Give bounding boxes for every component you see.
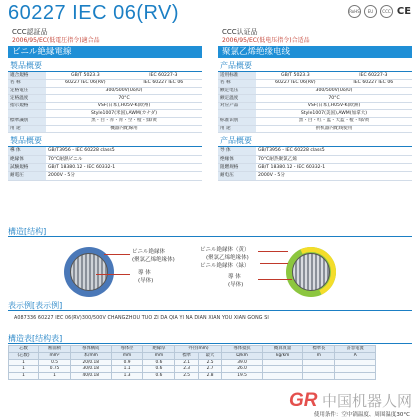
table-row <box>9 373 376 380</box>
table-cell: 絶縁体 <box>8 155 46 163</box>
table-cell: 0.5 <box>39 359 71 366</box>
table-cell: 絶縁厚 <box>143 346 175 353</box>
table-cell: 外径(mm) <box>175 346 222 353</box>
table-cell: 70°C <box>46 95 202 103</box>
spec-heading: 产品概要 <box>218 136 412 147</box>
table-row <box>218 172 412 180</box>
table-cell: 导 体 <box>218 147 256 155</box>
divider <box>8 343 412 344</box>
table-cell: m <box>303 352 335 359</box>
table-cell: 導体構成 <box>70 346 111 353</box>
table-cell: 1.3 <box>111 373 143 380</box>
table-cell: 標準 <box>175 352 198 359</box>
table-cell: 指示規格 <box>8 102 46 110</box>
table-cell: GB/T3956・IEC 60228 class5 <box>46 147 202 155</box>
overview-heading: 製品概要 <box>8 61 202 72</box>
table-cell: 2.7 <box>198 366 221 373</box>
overview-table <box>8 72 202 133</box>
page-title: 60227 IEC 06(RV) <box>8 2 180 24</box>
table-cell: 1 <box>9 373 39 380</box>
table-cell: 最大 <box>198 352 221 359</box>
table-cell: A <box>335 352 376 359</box>
chinese-column <box>218 28 412 181</box>
table-row <box>9 366 376 373</box>
table-cell: 70°C耐热聚氯乙烯 <box>256 155 412 163</box>
table-cell: 導体径 <box>111 346 143 353</box>
header <box>8 2 412 24</box>
label-conductor-cn: (导体) <box>138 278 154 284</box>
table-cell: 導 体 <box>8 147 46 155</box>
table-cell: 定格温度 <box>8 95 46 103</box>
leader-line <box>104 254 130 255</box>
divider <box>8 310 412 311</box>
table-cell: 黒・白・赤・青・空・橙・緑/黄 <box>46 118 202 126</box>
spec-heading: 製品概要 <box>8 136 202 147</box>
structure-heading: 構造[结构] <box>8 227 47 236</box>
rohs-icon: RoHS <box>348 5 361 18</box>
eu-icon: EU <box>364 5 377 18</box>
table-cell: 19.5 <box>222 373 263 380</box>
marking-heading: 表示例[表示例] <box>8 301 63 310</box>
table-cell: 1.1 <box>111 366 143 373</box>
table-cell: Style1007(美国),AWM(加拿大) <box>256 110 412 118</box>
wire-cross-section-green-yellow <box>286 247 336 297</box>
table-cell: 供机器内配线使用 <box>256 125 412 133</box>
japanese-column <box>8 28 202 181</box>
table-cell: 0.75 <box>39 366 71 373</box>
table-cell: GB/T 18380.12・IEC 60332-1 <box>46 164 202 172</box>
table-cell: 1 <box>9 366 39 373</box>
ce-icon: CE <box>396 6 412 17</box>
table-row <box>8 164 202 172</box>
table-row <box>8 155 202 163</box>
watermark-logo-icon: GR <box>288 390 318 411</box>
label-insulator-yellow: ビニル絶縁体（黄） <box>200 247 250 253</box>
table-row <box>8 95 202 103</box>
table-row <box>8 102 202 110</box>
label-conductor-2-cn: (导体) <box>228 282 244 288</box>
table-cell: 標準識別 <box>8 118 46 126</box>
table-cell: 概算質量 <box>262 346 303 353</box>
table-cell: GB/T 5023.3 <box>256 72 335 80</box>
footnote: 使用条件：空中锅温度、周围温度30°C <box>313 412 410 418</box>
table-cell: 1 <box>39 373 71 380</box>
label-insulator-cn: (聚氯乙烯绝缘体) <box>132 257 175 263</box>
table-row <box>8 172 202 180</box>
table-cell: 26.0 <box>222 366 263 373</box>
table-cell: 2.5 <box>198 359 221 366</box>
label-conductor: 導 体 <box>138 270 151 276</box>
cert-name: CCC認証品 <box>12 28 48 36</box>
table-cell: 70°C <box>256 95 412 103</box>
table-row <box>8 80 202 88</box>
leader-line <box>258 279 292 280</box>
cert-note: 2006/95/EC(低电压指令)合适品 <box>222 37 310 44</box>
table-row <box>218 95 412 103</box>
label-conductor-2: 導 体 <box>228 274 241 280</box>
table-cell <box>303 359 335 366</box>
table-cell: 導体抵抗 <box>222 346 263 353</box>
table-header-row <box>9 346 376 353</box>
table-row <box>8 87 202 95</box>
table-cell: 标准识别 <box>218 118 256 126</box>
table-cell: 0.6 <box>143 373 175 380</box>
table-cell: 300/500V(Uo/U) <box>256 87 412 95</box>
table-cell: IEC 60227-3 <box>335 72 412 80</box>
leader-line <box>260 263 288 264</box>
table-row <box>218 80 412 88</box>
table-cell: IEC 60227-3 <box>125 72 202 80</box>
table-cell: kg/km <box>262 352 303 359</box>
table-cell <box>303 366 335 373</box>
table-cell: 標準長 <box>303 346 335 353</box>
table-cell <box>335 359 376 366</box>
table-cell: mm <box>111 352 143 359</box>
table-cell: 300/500V(Uo/U) <box>46 87 202 95</box>
table-cell: 用 途 <box>8 125 46 133</box>
table-cell: 20/0.18 <box>70 359 111 366</box>
table-cell <box>335 366 376 373</box>
table-row <box>218 147 412 155</box>
table-cell: VSF(日本),H05V-K(欧州) <box>46 102 202 110</box>
conductor-core <box>292 253 330 291</box>
table-cell: IEC 60227 IEC 06 <box>335 80 412 88</box>
table-cell: 定格電圧 <box>8 87 46 95</box>
table-cell: 60227 IEC 06(RV) <box>46 80 125 88</box>
table-row <box>218 102 412 110</box>
structure-table-heading: 構造表[结构表] <box>8 334 63 343</box>
table-cell <box>262 366 303 373</box>
table-cell: 断面積 <box>39 346 71 353</box>
product-name-bar: 聚氯乙烯绝缘电线 <box>218 46 412 58</box>
structure-table <box>8 345 376 380</box>
overview-table <box>218 72 412 133</box>
watermark-text: 中国机器人网 <box>321 392 412 410</box>
table-subheader-row <box>9 352 376 359</box>
table-cell: 許容電流 <box>335 346 376 353</box>
table-cell: 芯数 <box>9 346 39 353</box>
product-name-bar: ビニル絶縁電線 <box>8 46 202 58</box>
table-cell: 40/0.18 <box>70 373 111 380</box>
table-cell: 本/mm <box>70 352 111 359</box>
table-cell: 耐電圧 <box>8 172 46 180</box>
label-insulator-green: ビニル絶縁体（緑） <box>200 263 250 269</box>
table-cell: GB/T 5023.3 <box>46 72 125 80</box>
cert-logos <box>348 5 412 18</box>
table-cell: 適合規格 <box>8 72 46 80</box>
table-cell: VSF(日本),H05V-K(欧洲) <box>256 102 412 110</box>
spec-table <box>8 147 202 180</box>
table-cell: 绝缘体 <box>218 155 256 163</box>
table-cell: 30/0.18 <box>70 366 111 373</box>
table-cell: 黑・白・红・蓝・天蓝・橙・绿/黄 <box>256 118 412 126</box>
table-row <box>8 110 202 118</box>
marking-example: A087336 60227 IEC 06(RV)300/500V CHANGZHOU TUO ZI DA QIA YI NA DIAN XIAN YOU XIAN GONG SI <box>14 316 269 321</box>
table-cell: mm <box>143 352 175 359</box>
table-cell: 名 称 <box>218 80 256 88</box>
table-cell: 2.8 <box>198 373 221 380</box>
label-insulator: ビニル絶縁体 <box>132 249 166 255</box>
table-row <box>8 118 202 126</box>
divider <box>8 236 412 237</box>
table-cell: 60227 IEC 06(RV) <box>256 80 335 88</box>
table-cell: 适用标准 <box>218 72 256 80</box>
table-cell: 70°C耐熱ビニル <box>46 155 202 163</box>
table-cell: (芯数) <box>9 352 39 359</box>
leader-line <box>96 274 130 275</box>
table-cell: 额定温度 <box>218 95 256 103</box>
table-cell: 1 <box>9 359 39 366</box>
table-row <box>218 164 412 172</box>
table-cell: Ω/km <box>222 352 263 359</box>
label-insulator-yellow-cn: (聚氯乙烯绝缘体) <box>206 255 249 261</box>
table-cell: 2.3 <box>175 366 198 373</box>
table-row <box>218 87 412 95</box>
cert-note: 2006/95/EC(低電圧指令)適合品 <box>12 37 100 44</box>
conductor-core <box>70 253 108 291</box>
table-cell: IEC 60227 IEC 06 <box>125 80 202 88</box>
table-cell: 0.6 <box>143 366 175 373</box>
watermark <box>289 390 412 412</box>
table-cell: Style1007(米国),AWM(カナダ) <box>46 110 202 118</box>
table-row <box>8 125 202 133</box>
table-cell: 用 途 <box>218 125 256 133</box>
table-cell: 2.1 <box>175 359 198 366</box>
table-cell: 2.5 <box>175 373 198 380</box>
leader-line <box>258 251 288 252</box>
table-cell: 2000V・5分 <box>256 172 412 180</box>
table-cell: 0.6 <box>143 359 175 366</box>
overview-heading: 产品概要 <box>218 61 412 72</box>
table-cell: GB/T3956・IEC 60228 class5 <box>256 147 412 155</box>
table-cell: 阻燃规格 <box>218 164 256 172</box>
table-cell: 对应产品 <box>218 102 256 110</box>
table-row <box>218 155 412 163</box>
table-row <box>218 118 412 126</box>
table-cell: 試験規格 <box>8 164 46 172</box>
table-cell: 39.0 <box>222 359 263 366</box>
table-cell <box>8 110 46 118</box>
table-row <box>218 125 412 133</box>
table-cell: GB/T 18380.12・IEC 60332-1 <box>256 164 412 172</box>
table-row <box>8 147 202 155</box>
ccc-icon: CCC <box>380 5 393 18</box>
table-row <box>8 72 202 80</box>
table-cell: 機器内配線用 <box>46 125 202 133</box>
table-row <box>9 359 376 366</box>
table-cell <box>335 373 376 380</box>
table-cell: 2000V・5分 <box>46 172 202 180</box>
table-cell <box>262 359 303 366</box>
spec-table <box>218 147 412 180</box>
table-cell <box>303 373 335 380</box>
table-cell: 耐电压 <box>218 172 256 180</box>
table-row <box>218 110 412 118</box>
table-cell <box>262 373 303 380</box>
table-cell <box>218 110 256 118</box>
table-cell: 名 称 <box>8 80 46 88</box>
table-row <box>218 72 412 80</box>
table-cell: 额定电压 <box>218 87 256 95</box>
table-cell: mm² <box>39 352 71 359</box>
cert-name: CCC认证品 <box>222 28 258 36</box>
table-cell: 0.9 <box>111 359 143 366</box>
